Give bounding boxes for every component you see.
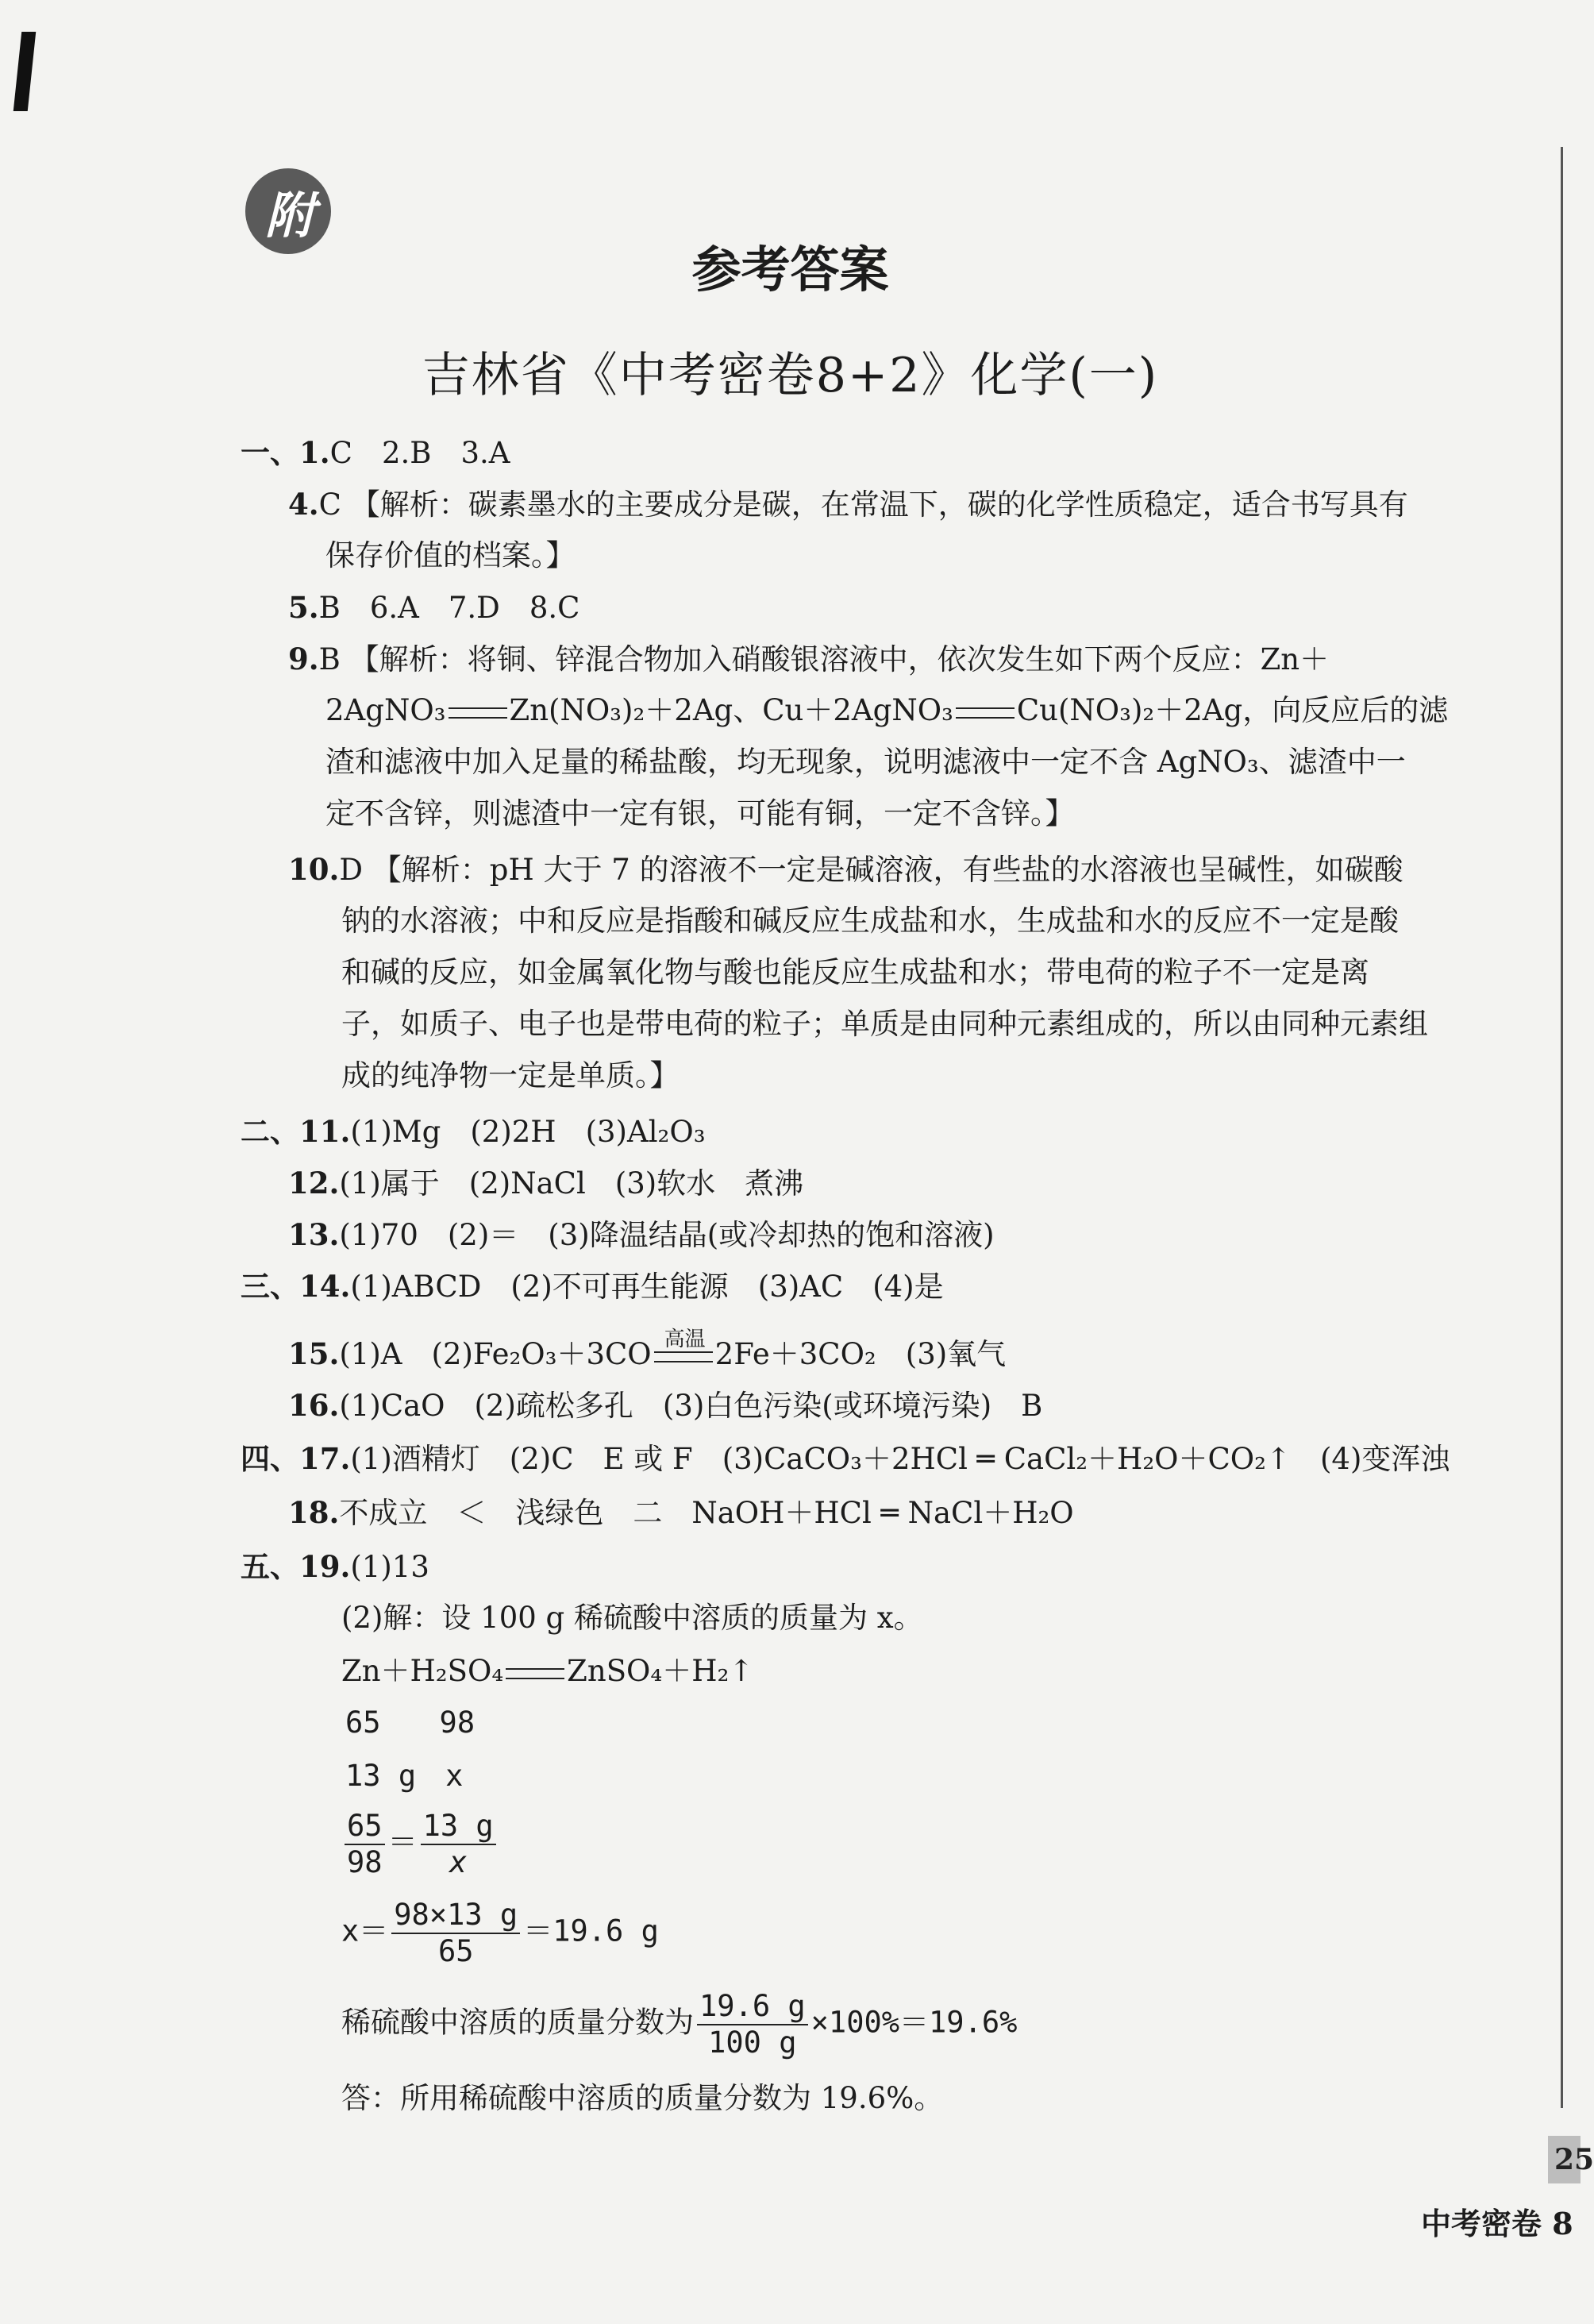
answer-line-19-masses: 65 98 [345, 1705, 476, 1740]
answer-line-13: 13.(1)70 (2)＝ (3)降温结晶(或冷却热的饱和溶液) [288, 1217, 995, 1252]
answer-line-16: 16.(1)CaO (2)疏松多孔 (3)白色污染(或环境污染) B [288, 1388, 1043, 1423]
answer-line-10: 10.D 【解析：pH 大于 7 的溶液不一定是碱溶液，有些盐的水溶液也呈碱性，如碳酸 [288, 852, 1403, 887]
percent-equation: 稀硫酸中溶质的质量分数为 $\frac{19.6 g}{100 g}$ ×100%＝19.6% [341, 1989, 1018, 2060]
answer-line-10-cont2: 和碱的反应，如金属氧化物与酸也能反应生成盐和水；带电荷的粒子不一定是离 [341, 955, 1369, 989]
answer-line-12: 12.(1)属于 (2)NaCl (3)软水 煮沸 [288, 1166, 804, 1201]
running-footer: 中考密卷 8 [1421, 2206, 1573, 2241]
page-number: 25 [1548, 2136, 1581, 2183]
answer-line-9: 9.B 【解析：将铜、锌混合物加入硝酸银溶液中，依次发生如下两个反应：Zn＋ [288, 642, 1330, 676]
proportion-equation: $\frac{65}{98}$ ＝ $\frac{13 g}{x}$ [341, 1809, 499, 1880]
answer-line-19-known: 13 g x [345, 1759, 464, 1793]
answer-line-19-equation: Zn＋H₂SO₄ ZnSO₄＋H₂↑ [341, 1654, 754, 1688]
page-subtitle: 吉林省《中考密卷8+2》化学(一) [422, 348, 1159, 403]
appendix-badge: 附 [245, 168, 331, 254]
answer-line-10-cont4: 成的纯净物一定是单质。】 [341, 1058, 680, 1093]
answer-line-11: 二、11.(1)Mg (2)2H (3)Al₂O₃ [241, 1114, 706, 1149]
answer-line-9-eq: 2AgNO₃ Zn(NO₃)₂＋2Ag、Cu＋2AgNO₃ Cu(NO₃)₂＋2Ag，向反应后的滤 [325, 693, 1449, 727]
answer-line-9-cont2: 定不含锌，则滤渣中一定有银，可能有铜，一定不含锌。】 [325, 796, 1075, 831]
answer-line-10-cont1: 钠的水溶液；中和反应是指酸和碱反应生成盐和水，生成盐和水的反应不一定是酸 [341, 904, 1399, 938]
answer-line-1: 一、1.C 2.B 3.A [241, 435, 510, 470]
answer-line-9-cont1: 渣和滤液中加入足量的稀盐酸，均无现象，说明滤液中一定不含 AgNO₃、滤渣中一 [325, 745, 1406, 779]
answer-line-18: 18.不成立 ＜ 浅绿色 二 NaOH＋HCl ═ NaCl＋H₂O [288, 1495, 1074, 1530]
page-title: 参考答案 [691, 241, 889, 299]
answer-line-4: 4.C 【解析：碳素墨水的主要成分是碳，在常温下，碳的化学性质稳定，适合书写具有 [288, 487, 1408, 522]
final-answer: 答：所用稀硫酸中溶质的质量分数为 19.6%。 [341, 2081, 944, 2115]
answer-line-10-cont3: 子，如质子、电子也是带电荷的粒子；单质是由同种元素组成的，所以由同种元素组 [341, 1007, 1428, 1041]
solve-equation: x＝ $\frac{98\times 13 g}{65}$ ＝19.6 g [341, 1898, 659, 1968]
answer-line-4-cont: 保存价值的档案。】 [325, 538, 576, 572]
margin-line [1561, 147, 1563, 2108]
answer-line-14: 三、14.(1)ABCD (2)不可再生能源 (3)AC (4)是 [241, 1269, 944, 1304]
answer-line-5: 5.B 6.A 7.D 8.C [288, 590, 580, 625]
corner-mark [13, 32, 37, 111]
answer-line-19: 五、19.(1)13 [241, 1549, 429, 1584]
answer-line-17: 四、17.(1)酒精灯 (2)C E 或 F (3)CaCO₃＋2HCl ═ CaCl₂＋H₂O＋CO₂↑ (4)变浑浊 [241, 1441, 1450, 1476]
answer-line-19-setup: (2)解：设 100 g 稀硫酸中溶质的质量为 x。 [341, 1601, 923, 1635]
answer-line-15: 15.(1)A (2)Fe₂O₃＋3CO 高温 2Fe＋3CO₂ (3)氧气 [288, 1327, 1007, 1371]
